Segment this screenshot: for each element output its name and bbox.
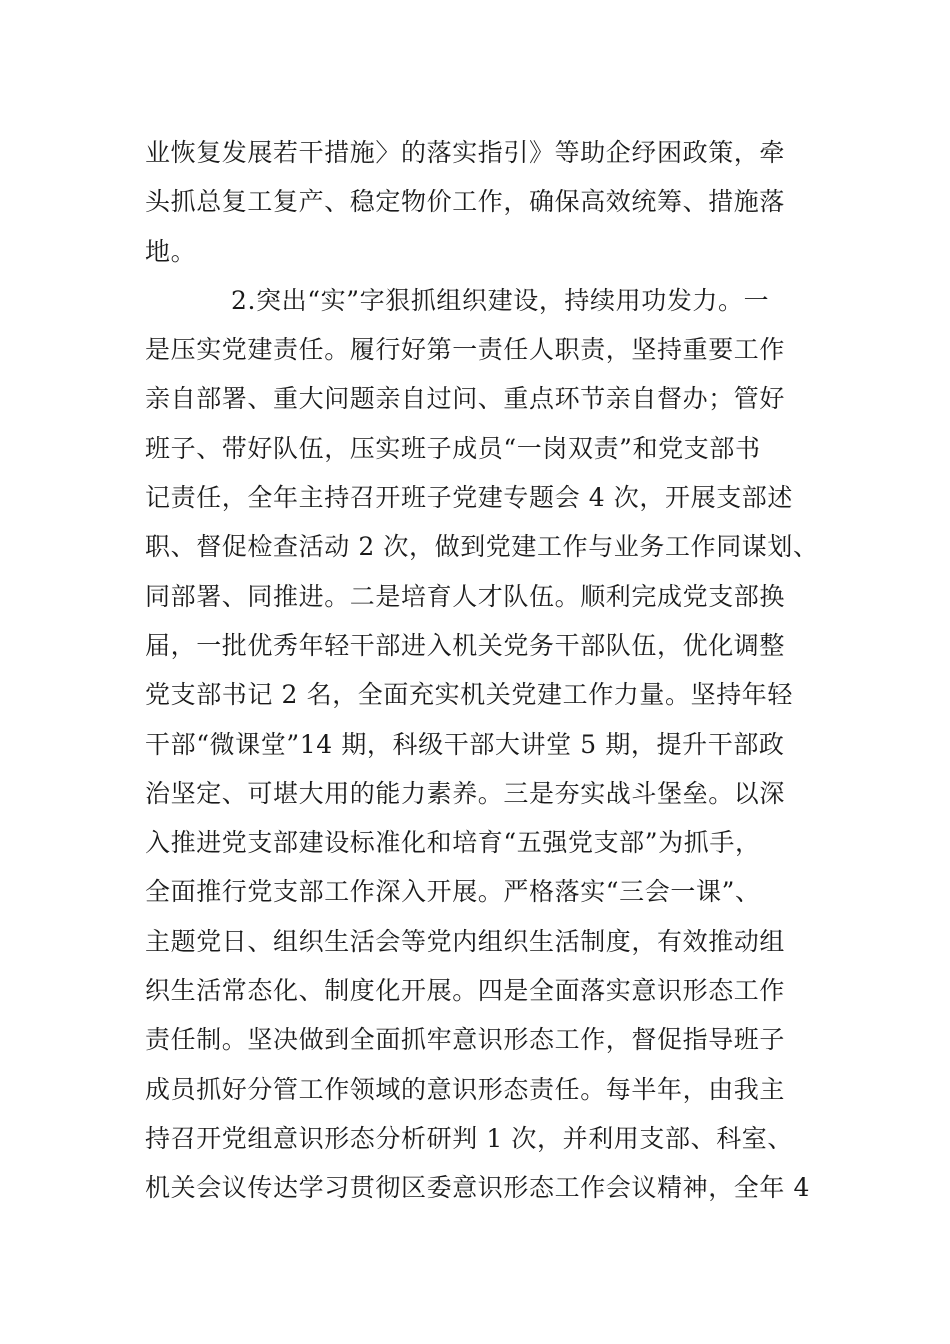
- text-line: 机关会议传达学习贯彻区委意识形态工作会议精神，全年 4: [145, 1173, 811, 1203]
- text-line: 织生活常态化、制度化开展。四是全面落实意识形态工作: [145, 976, 786, 1006]
- text-line: 干部“微课堂”14 期，科级干部大讲堂 5 期，提升干部政: [145, 729, 785, 759]
- text-line: 责任制。坚决做到全面抓牢意识形态工作，督促指导班子: [145, 1025, 786, 1055]
- section-heading-line: 2.突出“实”字狠抓组织建设，持续用功发力。一: [231, 285, 770, 315]
- text-line: 治坚定、可堪大用的能力素养。三是夯实战斗堡垒。以深: [145, 778, 786, 808]
- text-line: 职、督促检查活动 2 次，做到党建工作与业务工作同谋划、: [145, 532, 819, 562]
- text-line: 成员抓好分管工作领域的意识形态责任。每半年，由我主: [145, 1074, 786, 1104]
- text-line: 亲自部署、重大问题亲自过问、重点环节亲自督办；管好: [145, 384, 786, 414]
- text-line: 记责任，全年主持召开班子党建专题会 4 次，开展支部述: [145, 483, 794, 513]
- text-line: 持召开党组意识形态分析研判 1 次，并利用支部、科室、: [145, 1123, 794, 1153]
- text-line: 同部署、同推进。二是培育人才队伍。顺利完成党支部换: [145, 581, 786, 611]
- text-line: 全面推行党支部工作深入开展。严格落实“三会一课”、: [145, 877, 761, 907]
- text-line: 是压实党建责任。履行好第一责任人职责，坚持重要工作: [145, 335, 786, 365]
- text-line: 班子、带好队伍，压实班子成员“一岗双责”和党支部书: [145, 433, 761, 463]
- body-text: [145, 128, 845, 1213]
- text-line: 入推进党支部建设标准化和培育“五强党支部”为抓手，: [145, 828, 761, 858]
- text-line: 地。: [145, 236, 197, 266]
- text-line: 业恢复发展若干措施〉的落实指引》等助企纾困政策，牵: [145, 138, 786, 167]
- text-line: 党支部书记 2 名，全面充实机关党建工作力量。坚持年轻: [145, 680, 794, 710]
- text-line: 主题党日、组织生活会等党内组织生活制度，有效推动组: [145, 926, 786, 956]
- text-line: 头抓总复工复产、稳定物价工作，确保高效统筹、措施落: [145, 187, 786, 217]
- text-line: 届，一批优秀年轻干部进入机关党务干部队伍，优化调整: [145, 630, 786, 660]
